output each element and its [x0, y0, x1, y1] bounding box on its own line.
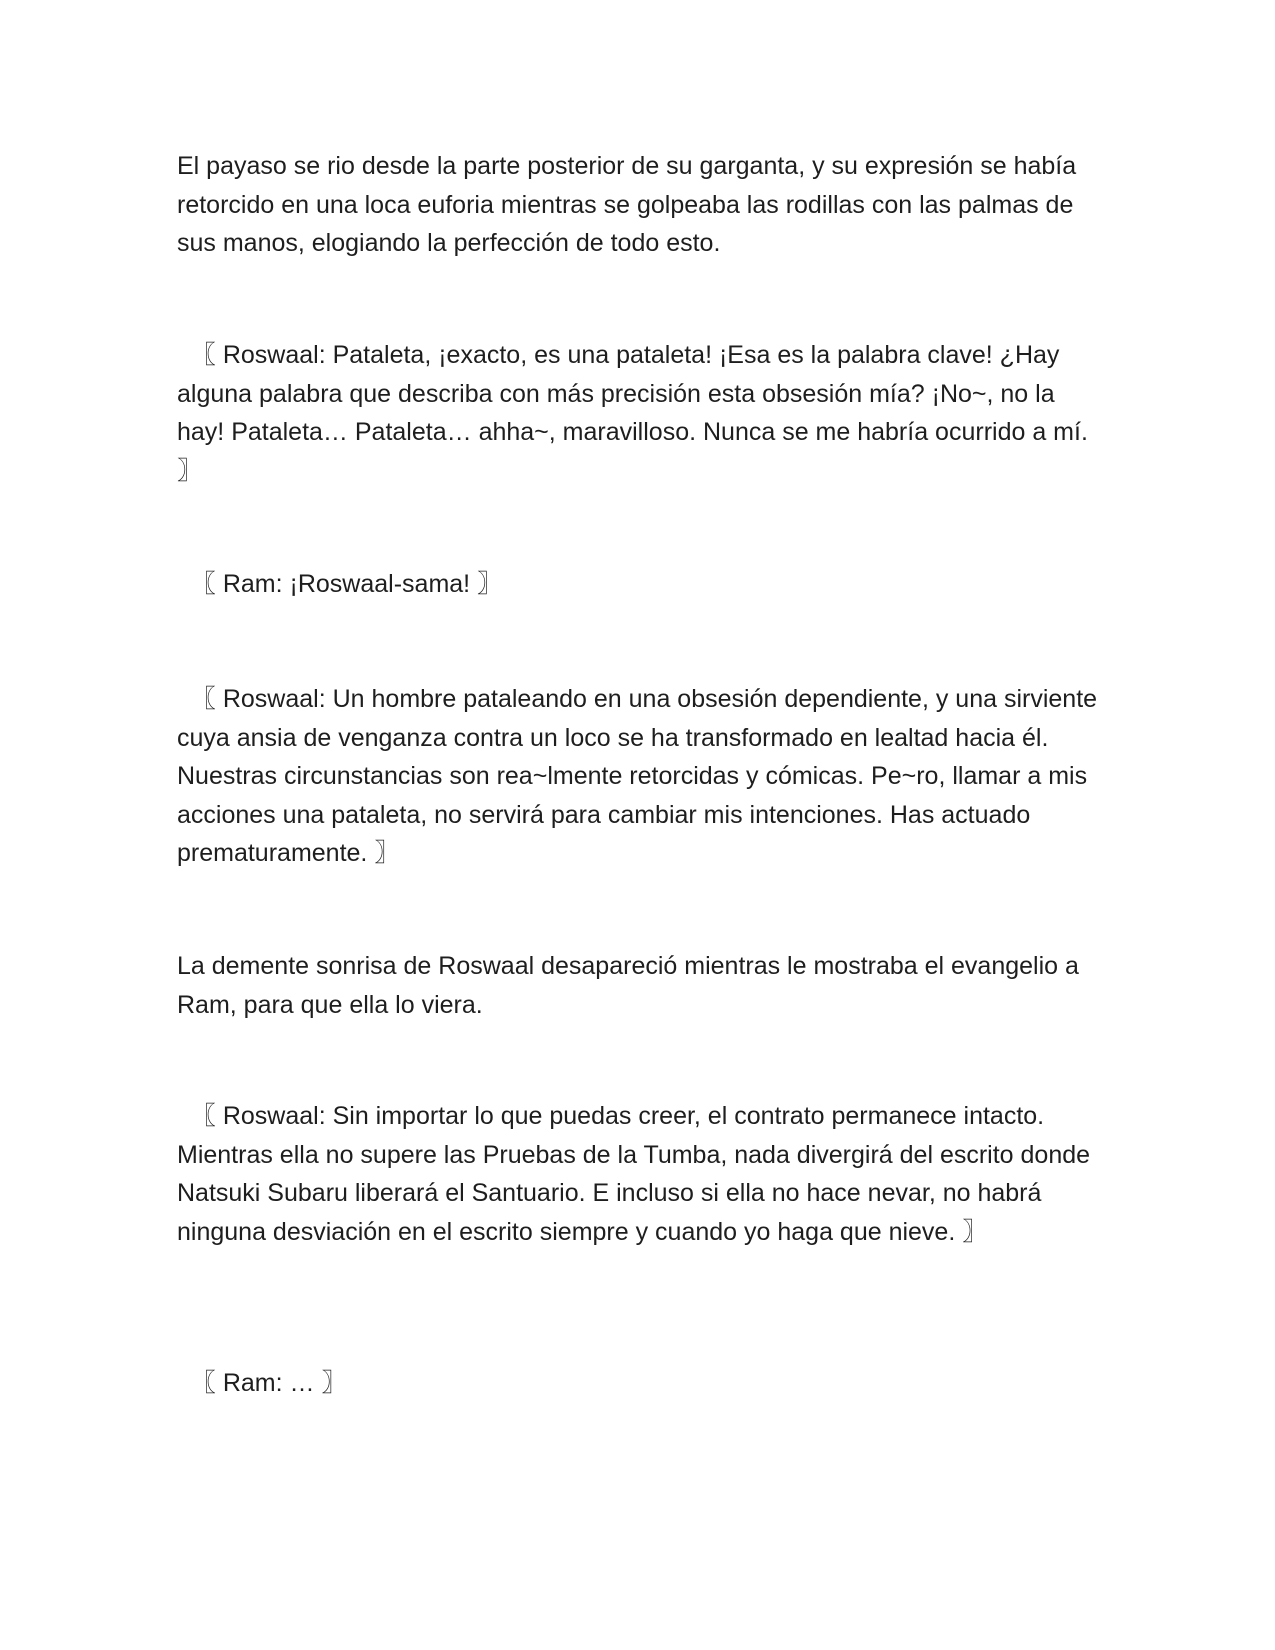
dialogue-paragraph-roswaal: 〖 Roswaal: Pataleta, ¡exacto, es una pataleta! ¡Esa es la palabra clave! ¿Hay alguna palabra que describa con más precisión esta obsesión mía? ¡No~, no la hay! Pataleta… Pataleta… ahha~, maravilloso. Nunca se me habría ocurrido a mí. 〗 [177, 341, 1088, 485]
narration-paragraph: La demente sonrisa de Roswaal desapareció mientras le mostraba el evangelio a Ram, para que ella lo viera. [177, 952, 1079, 1019]
dialogue-paragraph-ram: 〖 Ram: … 〗 [177, 1369, 347, 1397]
dialogue-paragraph-ram: 〖 Ram: ¡Roswaal-sama! 〗 [177, 570, 503, 598]
dialogue-paragraph-roswaal: 〖 Roswaal: Sin importar lo que puedas creer, el contrato permanece intacto. Mientras ella no supere las Pruebas de la Tumba, nada divergirá del escrito donde Natsuki Subaru liberará el Santuario. E incluso si ella no hace nevar, no habrá ninguna desviación en el escrito siempre y cuando yo haga que nieve. 〗 [177, 1102, 1091, 1246]
dialogue-paragraph-roswaal: 〖 Roswaal: Un hombre pataleando en una obsesión dependiente, y una sirviente cuya ansia de venganza contra un loco se ha transformado en lealtad hacia él. Nuestras circunstancias son rea~lmente retorcidas y cómicas. Pe~ro, llamar a mis acciones una pataleta, no servirá para cambiar mis intenciones. Has actuado prematuramente. 〗 [177, 685, 1098, 867]
narration-paragraph: El payaso se rio desde la parte posterior de su garganta, y su expresión se había retorcido en una loca euforia mientras se golpeaba las rodillas con las palmas de sus manos, elogiando la perfección de todo esto. [177, 152, 1077, 257]
